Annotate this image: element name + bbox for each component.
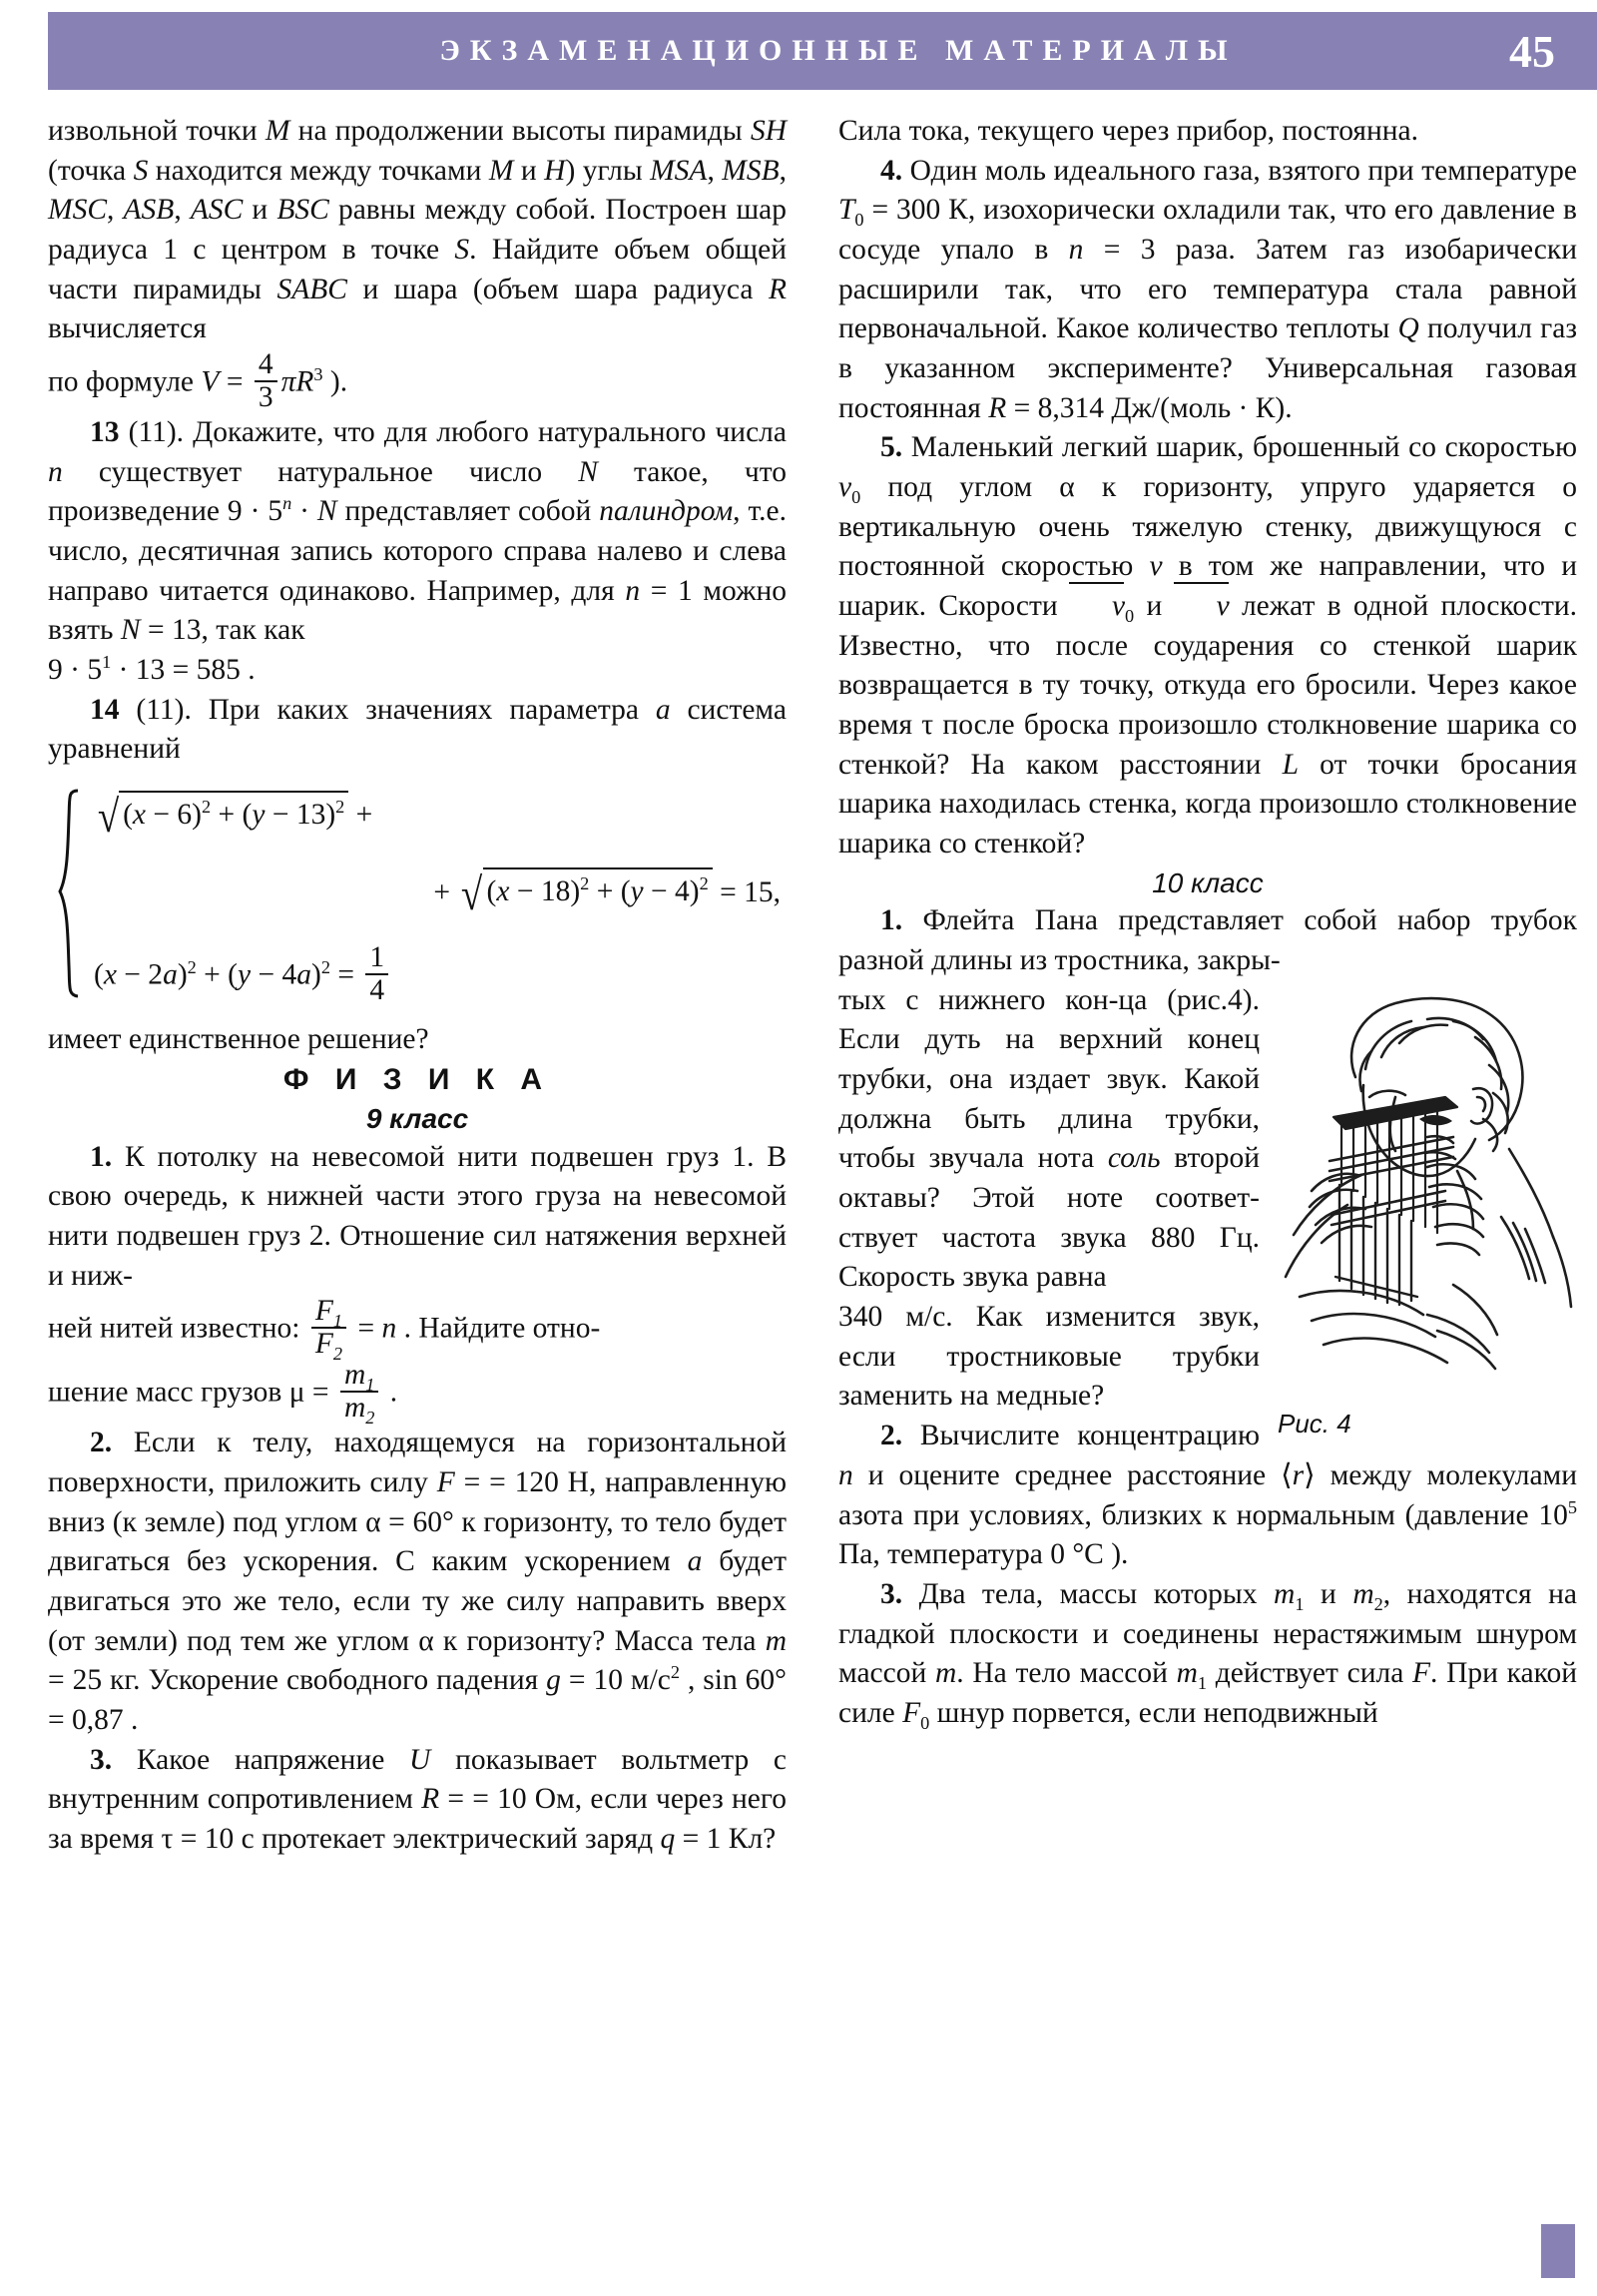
var-y: y xyxy=(252,798,266,831)
text-run: и xyxy=(513,154,545,187)
task-13-example-equation xyxy=(48,651,787,691)
var-R: R xyxy=(988,391,1007,424)
var-v: v xyxy=(1216,590,1230,623)
var-N3: N xyxy=(120,614,141,647)
text-run: · xyxy=(291,495,317,528)
var-alpha: α xyxy=(418,1624,434,1657)
task-number: 13 xyxy=(90,415,120,448)
text-run: = 1 Кл? xyxy=(675,1822,777,1855)
pi-R-term: πR xyxy=(280,365,314,398)
text-run: к горизонту, упруго ударяется о вертикальную очень тяжелую стенку, движущуюся с постоянной скоростью xyxy=(838,471,1577,583)
text-run: + ( xyxy=(589,875,631,908)
fraction-numerator: 4 xyxy=(258,348,273,381)
text-run: . На тело массой xyxy=(956,1657,1177,1690)
var-ASC: ASC xyxy=(190,194,244,227)
text-run: и оцените среднее расстояние xyxy=(852,1458,1282,1491)
var-q: q xyxy=(660,1822,676,1855)
text-run: лежат в одной плоскости. Известно, что после соударения со стенкой шарик возвращается в ту точку, откуда его бросили. Через какое время xyxy=(838,590,1577,742)
text-run: Какое напряжение xyxy=(112,1743,410,1776)
exponent-5: 5 xyxy=(1567,1496,1577,1517)
text-run: ней нитей известно: xyxy=(48,1312,307,1345)
task-number: 3. xyxy=(90,1743,113,1776)
page-header-band xyxy=(48,12,1597,90)
exponent: 3 xyxy=(313,363,323,384)
class-heading-9: 9 класс xyxy=(365,1102,469,1134)
var-v: v xyxy=(838,471,852,504)
text-run: − 4) xyxy=(643,875,700,908)
var-y: y xyxy=(238,958,252,991)
text-run: = 25 кг. Ускорение свободного падения xyxy=(48,1664,547,1697)
math-problem-12-continuation xyxy=(48,112,787,349)
text-run: к горизонту? Масса тела xyxy=(433,1624,766,1657)
task-number: 1. xyxy=(880,904,903,937)
var-m: m xyxy=(1274,1577,1296,1610)
var-m: m xyxy=(343,1359,366,1392)
text-run: = 10 с протекает электрический заряд xyxy=(173,1822,661,1855)
var-F0: F xyxy=(902,1696,921,1729)
text-run: получил газ в указанном эксперименте? Универсальная газовая постоянная xyxy=(838,312,1578,424)
var-m: m xyxy=(1352,1577,1374,1610)
fraction-denominator xyxy=(340,1391,378,1429)
task-number: 2. xyxy=(90,1427,113,1459)
fraction-denominator xyxy=(311,1327,346,1365)
text-run: = xyxy=(329,958,362,991)
text-run: Вычислите концентрацию xyxy=(902,1420,1260,1452)
task-13 xyxy=(48,413,787,651)
var-M2: M xyxy=(488,154,514,187)
emphasis-sol: соль xyxy=(1107,1142,1161,1175)
var-L: L xyxy=(1282,748,1299,781)
text-run: = 60° к горизонту, то тело будет двигаться без ускорения. С каким ускорением xyxy=(48,1505,787,1578)
physics-task-1-mass-ratio-line xyxy=(48,1359,787,1429)
physics-task-3 xyxy=(48,1741,787,1860)
fraction-1-over-4 xyxy=(365,942,388,1006)
fraction-denominator: 3 xyxy=(255,380,277,413)
var-V: V xyxy=(201,365,220,398)
text-run: шнур порвется, если неподвижный xyxy=(929,1696,1378,1729)
text-run: такое, что произведение xyxy=(48,455,787,528)
text-run: Один моль идеального газа, взятого при температуре xyxy=(902,154,1577,187)
var-S2: S xyxy=(454,234,470,267)
var-y: y xyxy=(630,875,644,908)
var-n: n xyxy=(838,1458,853,1491)
physics10-task-1-intro xyxy=(838,901,1577,980)
text-run: Докажите, что для любого натурального числа xyxy=(193,415,787,448)
var-m: m xyxy=(765,1624,787,1657)
subscript-2: 2 xyxy=(365,1408,375,1429)
text-run: и xyxy=(1134,590,1175,623)
var-a: a xyxy=(163,958,178,991)
text-run: по формуле xyxy=(48,365,202,398)
text-run: = 8,314 Дж/(моль · К). xyxy=(1006,391,1293,424)
text-run: + ( xyxy=(196,958,238,991)
text-run: = 3 раза. Затем газ изобарически расширили так, что его температура стала равной первоначальной. Какое количество теплоты xyxy=(838,234,1577,345)
text-run: второй октавы? Этой ноте соответ-ствует частота звука 880 Гц. Скорость звука равна xyxy=(838,1142,1260,1294)
text-run: . Найдите отно- xyxy=(396,1312,601,1345)
physics-task-3-continuation: Сила тока, текущего через прибор, постоянна. xyxy=(838,115,1418,147)
var-U: U xyxy=(409,1743,431,1776)
var-a: a xyxy=(687,1545,703,1578)
text-run: шение масс грузов xyxy=(48,1376,289,1409)
radical-sign-icon: √ xyxy=(461,867,483,919)
vector-v xyxy=(1175,587,1230,627)
var-m: m xyxy=(343,1392,366,1425)
fraction-denominator: 4 xyxy=(365,973,388,1006)
text-run: + ( xyxy=(211,798,253,831)
equation-row-2 xyxy=(94,863,787,924)
subscript-1: 1 xyxy=(1295,1593,1305,1614)
fraction-4-over-3 xyxy=(255,349,277,413)
var-M: M xyxy=(265,115,290,147)
page-title: ЭКЗАМЕНАЦИОННЫЕ МАТЕРИАЛЫ xyxy=(439,34,1238,67)
text-run: = 10 м/с xyxy=(560,1664,671,1697)
var-F: F xyxy=(314,1328,333,1361)
task-14-tail: имеет единственное решение? xyxy=(48,1022,429,1055)
text-run: = 13, так как xyxy=(140,614,305,647)
text-run: представляет собой xyxy=(336,495,600,528)
var-BSC: BSC xyxy=(276,194,329,227)
text-run: Па, температура 0 °С ). xyxy=(838,1538,1129,1571)
text-run: К потолку на невесомой нити подвешен груз 1. В свою очередь, к нижней части этого груза на невесомой нити подвешен груз 2. Отношение сил натяжения верхней и ниж- xyxy=(48,1140,787,1292)
task-14 xyxy=(48,691,787,770)
var-S: S xyxy=(133,154,149,187)
subscript-0: 0 xyxy=(851,486,861,507)
text-run: = xyxy=(304,1376,336,1409)
text-run: , xyxy=(707,154,723,187)
class-heading-10: 10 класс xyxy=(1152,866,1264,898)
text-run: ) углы xyxy=(565,154,651,187)
text-run: , т.е. число, десятичная запись которого справа налево и слева направо читается одинаково. Например, для xyxy=(48,495,787,607)
page-number: 45 xyxy=(1509,25,1555,77)
text-run: после броска произошло столкновение шарика со стенкой? На каком расстоянии xyxy=(838,709,1577,781)
text-run: = 1 можно взять xyxy=(48,574,787,647)
exponent: 2 xyxy=(580,873,590,894)
text-run: и xyxy=(243,194,277,227)
text-run: + xyxy=(348,798,373,831)
text-run: , xyxy=(107,194,124,227)
text-run: Если к телу, находящемуся на горизонтальной поверхности, приложить силу xyxy=(48,1427,787,1498)
task-number: 2. xyxy=(880,1420,903,1452)
text-run: = = 120 Н, направленную вниз (к земле) под углом xyxy=(48,1465,788,1538)
var-x: x xyxy=(103,958,117,991)
subscript-1: 1 xyxy=(365,1375,375,1396)
var-alpha: α xyxy=(1059,471,1075,504)
angle-bracket-open: ⟨ xyxy=(1281,1458,1293,1491)
var-ASB: ASB xyxy=(123,194,175,227)
task-grade-bracket: (11). xyxy=(119,693,209,726)
equation-row-1 xyxy=(94,786,787,847)
text-run: ) xyxy=(177,958,188,991)
two-column-body xyxy=(0,112,1597,2288)
text-run: вычисляется xyxy=(48,312,207,345)
var-v: v xyxy=(1149,550,1163,583)
var-m: m xyxy=(1176,1657,1198,1690)
var-MSC: MSC xyxy=(48,194,107,227)
task-number: 3. xyxy=(880,1577,903,1610)
text-run: При каких значениях параметра xyxy=(208,693,656,726)
text-run: будет двигаться это же тело, если ту же силу направить вверх (от земли) под тем же углом xyxy=(48,1545,787,1657)
text-run: ( xyxy=(123,798,133,831)
var-n: n xyxy=(48,455,63,488)
exponent: 2 xyxy=(201,796,212,817)
text-run: от точки бросания шарика находилась стенка, когда произошло столкновение шарика со стенкой? xyxy=(838,748,1577,861)
emphasis-palindrome: палиндром xyxy=(599,495,734,528)
var-x: x xyxy=(496,875,510,908)
text-run: ) xyxy=(310,958,321,991)
text-run: ( xyxy=(486,875,497,908)
figure-pan-flute xyxy=(1278,985,1577,1441)
text-run: существует натуральное число xyxy=(62,455,579,488)
text-run: ). xyxy=(322,365,348,398)
angle-bracket-close: ⟩ xyxy=(1304,1458,1316,1491)
sphere-volume-formula xyxy=(48,349,787,413)
physics-task-4 xyxy=(838,152,1577,429)
text-run: и шара (объем шара радиуса xyxy=(346,273,769,305)
task-number: 1. xyxy=(90,1140,113,1173)
var-alpha: α xyxy=(365,1505,381,1538)
var-Q: Q xyxy=(1397,312,1419,345)
vector-v0 xyxy=(1070,587,1125,627)
text-run: = 15, xyxy=(712,875,781,908)
task-number: 5. xyxy=(880,431,903,464)
physics-task-2 xyxy=(48,1424,787,1740)
text-run: − 18) xyxy=(509,875,581,908)
text-run: Два тела, массы которых xyxy=(902,1577,1275,1610)
var-a: a xyxy=(655,693,671,726)
text-run: извольной точки xyxy=(48,115,266,147)
page-corner-mark xyxy=(1541,2224,1575,2278)
var-tau: τ xyxy=(921,709,934,742)
text-run: , sin 60° = 0,87 . xyxy=(48,1664,787,1736)
text-run: + xyxy=(433,875,458,908)
text-run: на продолжении высоты пирамиды xyxy=(289,115,751,147)
var-v: v xyxy=(1111,590,1126,623)
subscript-2: 2 xyxy=(1373,1593,1383,1614)
sqrt-term-1 xyxy=(94,786,348,847)
text-run: система уравнений xyxy=(48,693,787,766)
radicand xyxy=(483,867,713,912)
var-a: a xyxy=(296,958,311,991)
exponent-2: 2 xyxy=(670,1662,681,1683)
text-run: ( xyxy=(94,958,104,991)
var-F: F xyxy=(314,1295,333,1328)
text-run: − 2 xyxy=(116,958,164,991)
text-run: (точка xyxy=(48,154,134,187)
var-H: H xyxy=(544,154,566,187)
right-column xyxy=(838,112,1577,1734)
physics-task-1-ratio-line xyxy=(48,1295,787,1365)
exponent-n: n xyxy=(282,493,292,514)
physics-task-5 xyxy=(838,428,1577,863)
left-brace xyxy=(56,788,82,999)
system-of-equations xyxy=(48,786,787,1006)
radicand xyxy=(119,791,348,836)
radical-sign-icon: √ xyxy=(97,791,120,843)
sqrt-term-2 xyxy=(457,863,712,924)
fraction-numerator: 1 xyxy=(369,940,385,973)
text-run: = xyxy=(219,365,251,398)
physics10-task-1-tail: 340 м/с. Как изменится звук, если тростниковые трубки заменить на медные? xyxy=(838,1301,1260,1413)
text-run: находится между точками xyxy=(148,154,489,187)
text-run: = xyxy=(350,1312,382,1345)
text-run: , xyxy=(779,154,787,187)
fraction-numerator xyxy=(311,1295,346,1332)
text-run: . xyxy=(382,1376,398,1409)
text-run: тых с нижнего кон-ца (рис.4). Если дуть на верхний конец трубки, она издает звук. Какой должна быть длина трубки, чтобы звучала нота xyxy=(838,983,1260,1175)
text-run: показывает вольтметр с внутренним сопротивлением xyxy=(48,1743,787,1816)
var-F: F xyxy=(1412,1657,1431,1690)
text-run: − 13) xyxy=(265,798,336,831)
subscript-1: 1 xyxy=(1197,1673,1208,1694)
text-run: − 6) xyxy=(146,798,202,831)
var-g: g xyxy=(546,1664,561,1697)
exponent: 2 xyxy=(320,956,330,977)
var-F: F xyxy=(436,1465,455,1498)
text-run: , находятся на гладкой плоскости и соединены нерастяжимым шнуром массой xyxy=(838,1577,1577,1690)
section-heading-physics: Ф И З И К А xyxy=(282,1062,552,1096)
var-m: m xyxy=(934,1657,957,1690)
text-run: . Найдите объем общей части пирамиды xyxy=(48,234,787,305)
var-SH: SH xyxy=(750,115,787,147)
exponent: 2 xyxy=(335,796,345,817)
fraction-numerator xyxy=(340,1359,378,1396)
text-run: и xyxy=(1304,1577,1353,1610)
subscript-0: 0 xyxy=(1125,605,1135,626)
var-MSB: MSB xyxy=(722,154,780,187)
equation-row-3 xyxy=(94,942,787,1006)
exponent: 2 xyxy=(699,873,709,894)
var-n2: n xyxy=(625,574,641,607)
text-run: = 300 К, изохорически охладили так, что его давление в сосуде упало в xyxy=(838,194,1577,267)
text-run: в том же направлении, что и шарик. Скорости xyxy=(838,550,1577,623)
text-run: . При какой силе xyxy=(838,1657,1577,1729)
var-mu: μ xyxy=(288,1376,305,1409)
pan-flute-player-illustration xyxy=(1278,985,1577,1405)
var-SABC: SABC xyxy=(276,273,347,305)
expr-9-times-5-pow-1: 9 · 5 xyxy=(48,654,103,686)
text-run: действует сила xyxy=(1207,1657,1412,1690)
var-T: T xyxy=(838,194,855,227)
text-run: равны между собой. Построен шар радиуса 1 с центром в точке xyxy=(48,194,787,267)
physics-task-1 xyxy=(48,1138,787,1297)
var-n: n xyxy=(381,1312,397,1345)
physics10-task-3 xyxy=(838,1575,1577,1734)
var-r: r xyxy=(1292,1458,1305,1491)
subscript-2: 2 xyxy=(332,1344,343,1365)
var-n: n xyxy=(1068,234,1084,267)
var-x: x xyxy=(132,798,147,831)
task-number: 4. xyxy=(880,154,903,187)
task-number: 14 xyxy=(90,693,120,726)
text-run: · 13 = 585 . xyxy=(111,654,256,686)
text-run: = = 10 Ом, если через него за время xyxy=(48,1783,787,1855)
task-grade-bracket: (11). xyxy=(119,415,194,448)
var-MSA: MSA xyxy=(650,154,708,187)
fraction-F1-over-F2 xyxy=(311,1295,346,1365)
fraction-m1-over-m2 xyxy=(340,1359,378,1429)
subscript-0: 0 xyxy=(920,1712,930,1733)
var-R: R xyxy=(421,1783,440,1816)
text-run: Флейта Пана представляет собой набор трубок разной длины из тростника, закры- xyxy=(838,904,1577,977)
var-N: N xyxy=(578,455,598,488)
var-R: R xyxy=(768,273,787,305)
text-run: − 4 xyxy=(251,958,297,991)
exponent-1: 1 xyxy=(102,652,112,673)
expr-9-times-5: 9 · 5 xyxy=(227,495,283,528)
subscript-0: 0 xyxy=(854,210,864,231)
text-run: Маленький легкий шарик, брошенный со скоростью xyxy=(902,431,1577,464)
left-column xyxy=(48,112,787,1860)
figure-caption: Рис. 4 xyxy=(1278,1408,1351,1438)
text-run: под углом xyxy=(860,471,1060,504)
var-N2: N xyxy=(316,495,337,528)
subscript-1: 1 xyxy=(332,1311,343,1332)
text-run: между молекулами азота при условиях, близких к нормальным (давление 10 xyxy=(838,1458,1578,1531)
exponent: 2 xyxy=(187,956,197,977)
text-run: , xyxy=(174,194,191,227)
var-tau: τ xyxy=(161,1822,174,1855)
